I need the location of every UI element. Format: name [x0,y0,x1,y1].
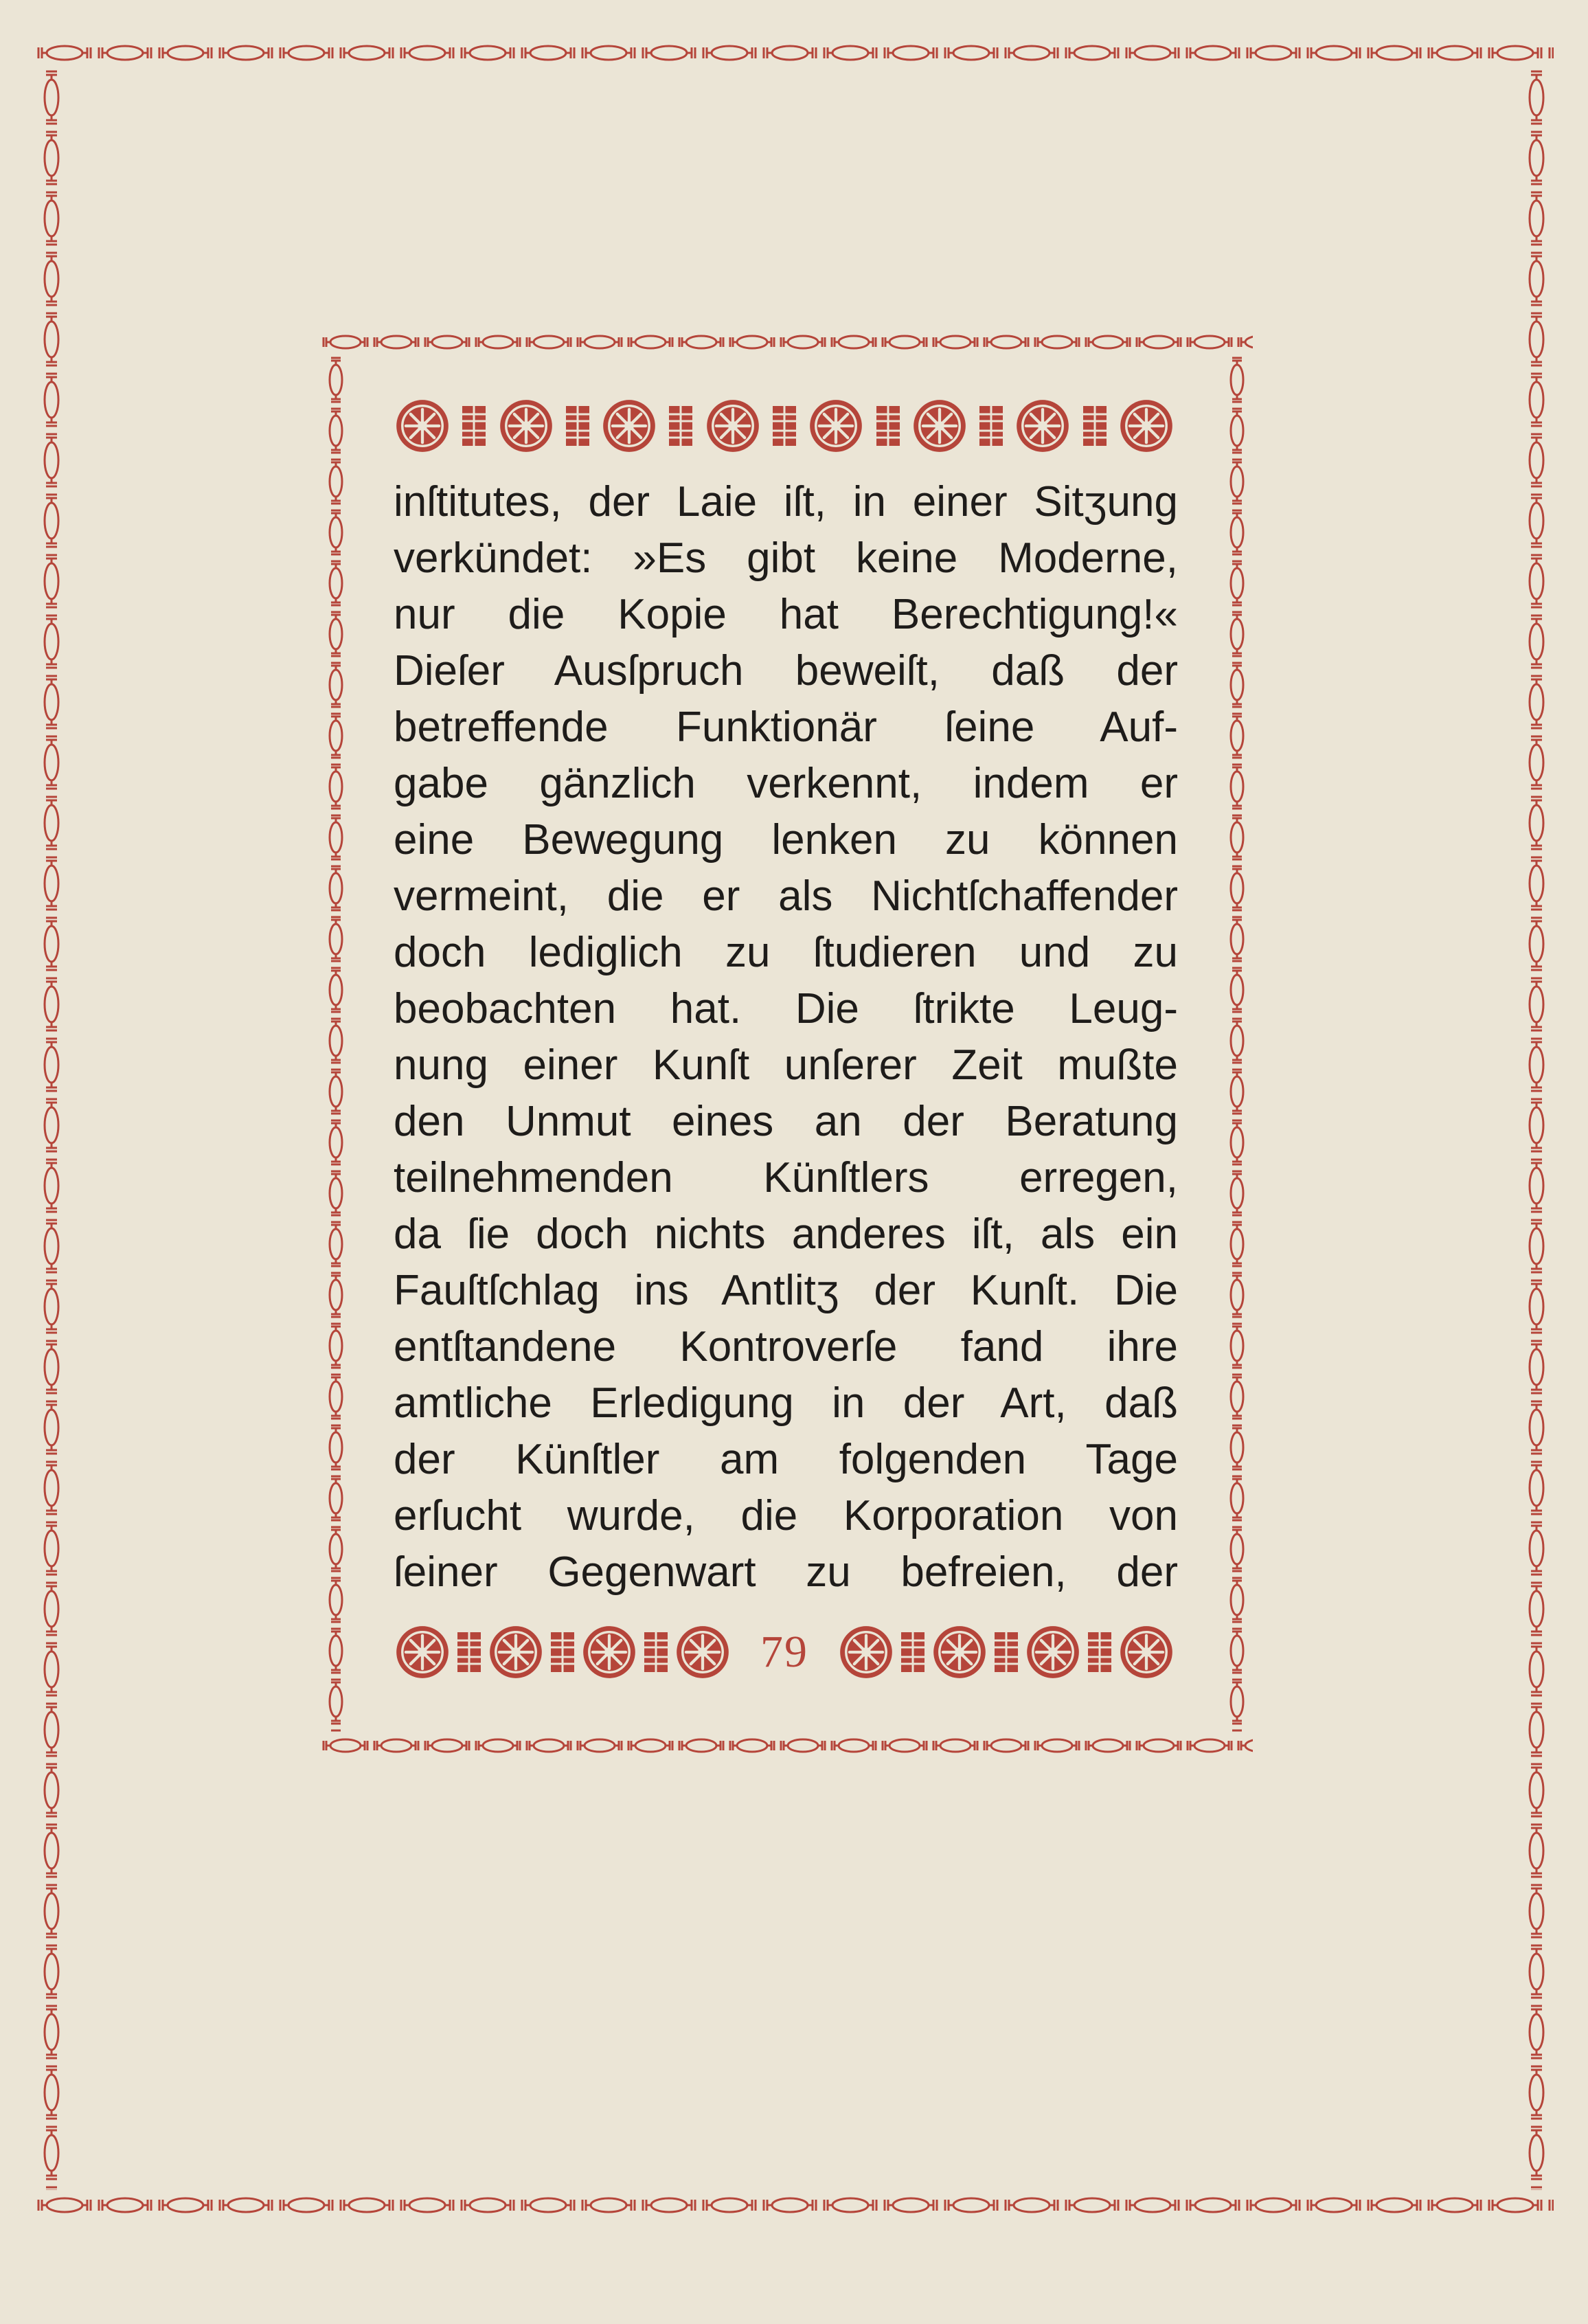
rosette-ornament-icon [703,396,762,455]
text-line: ſeiner Gegenwart zu befreien, der [394,1548,1178,1596]
rosette-ornament-icon [497,396,556,455]
bar-ornament-icon [563,402,592,450]
text-line: verkündet: »Es gibt keine Moderne, [394,534,1178,582]
text-line: der Künſtler am folgenden Tage [394,1436,1178,1483]
bar-ornament-icon [666,402,695,450]
rosette-ornament-icon [837,1623,896,1682]
text-line: teilnehmenden Künſtlers erregen, [394,1154,1178,1202]
rosette-ornament-icon [486,1623,545,1682]
rosette-ornament-icon [806,396,865,455]
rosette-ornament-icon [393,1623,452,1682]
bar-ornament-icon [992,1628,1021,1676]
rosette-ornament-icon [910,396,969,455]
text-line: vermeint, die er als Nichtſchaffender [394,872,1178,920]
header-ornament-band [393,395,1176,457]
bar-ornament-icon [455,1628,484,1676]
text-line: nur die Kopie hat Berechtigung!« [394,591,1178,638]
rosette-ornament-icon [580,1623,639,1682]
outer-border-right [1519,67,1554,2190]
bar-ornament-icon [977,402,1006,450]
text-line: erſucht wurde, die Korporation von [394,1492,1178,1539]
bar-ornament-icon [770,402,799,450]
inner-border-right [1221,354,1253,1732]
bar-ornament-icon [548,1628,577,1676]
text-line: den Unmut eines an der Beratung [394,1098,1178,1145]
body-text [394,474,1178,1601]
page-number: 79 [760,1627,808,1677]
text-line: eine Bewegung lenken zu können [394,816,1178,864]
text-line: inſtitutes, der Laie iſt, in einer Sitʒung [394,478,1178,526]
text-line: Fauſtſchlag ins Antlitʒ der Kunſt. Die [394,1267,1178,1314]
rosette-ornament-icon [1117,396,1176,455]
rosette-ornament-icon [393,396,452,455]
bar-ornament-icon [1085,1628,1114,1676]
bar-ornament-icon [642,1628,670,1676]
footer-ornament-band [393,1618,1176,1686]
text-line: beobachten hat. Die ſtrikte Leug- [394,985,1178,1033]
bar-ornament-icon [1080,402,1109,450]
outer-border-bottom [34,2188,1554,2222]
text-line: gabe gänzlich verkennt, indem er [394,760,1178,807]
rosette-ornament-icon [1023,1623,1082,1682]
rosette-ornament-icon [673,1623,732,1682]
bar-ornament-icon [460,402,488,450]
rosette-ornament-icon [600,396,659,455]
bar-ornament-icon [898,1628,927,1676]
text-line: doch lediglich zu ſtudieren und zu [394,929,1178,976]
bar-ornament-icon [874,402,903,450]
inner-border-left [320,354,352,1732]
inner-border-bottom [320,1730,1253,1761]
text-line: betreffende Funktionär ſeine Auf- [394,703,1178,751]
rosette-ornament-icon [930,1623,989,1682]
footer-ornament-right [837,1623,1176,1682]
outer-border-top [34,36,1554,70]
text-line: da ſie doch nichts anderes iſt, als ein [394,1210,1178,1258]
text-line: nung einer Kunſt unſerer Zeit mußte [394,1041,1178,1089]
text-line: Dieſer Ausſpruch beweiſt, daß der [394,647,1178,695]
rosette-ornament-icon [1117,1623,1176,1682]
outer-border-left [34,67,69,2190]
footer-ornament-left [393,1623,732,1682]
text-line: amtliche Erledigung in der Art, daß [394,1379,1178,1427]
text-line: entſtandene Kontroverſe fand ihre [394,1323,1178,1370]
rosette-ornament-icon [1013,396,1072,455]
inner-border-top [320,326,1253,358]
